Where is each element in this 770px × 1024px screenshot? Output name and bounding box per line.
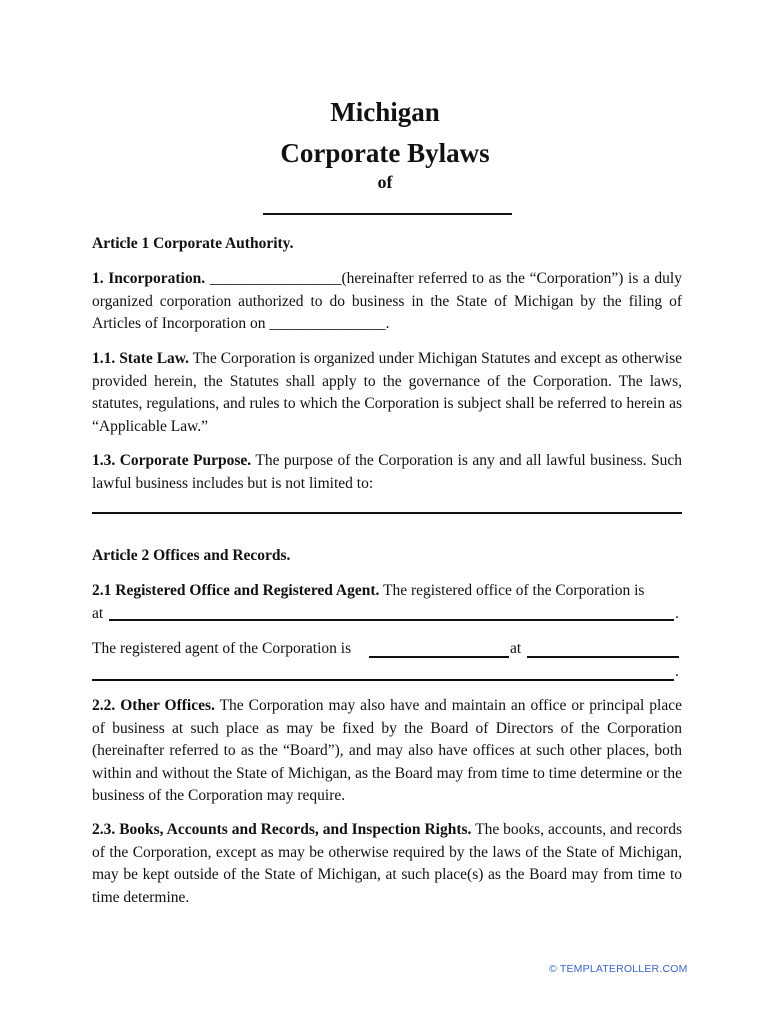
article-1-heading: Article 1 Corporate Authority. — [92, 235, 294, 252]
registered-agent-prefix: The registered agent of the Corporation is — [92, 640, 352, 657]
document-title-line1: Michigan — [330, 97, 440, 127]
section-2-2-other-offices — [92, 695, 682, 808]
article-2-heading: Article 2 Offices and Records. — [92, 547, 291, 564]
registered-office-period: . — [675, 605, 679, 622]
registered-agent-at: at — [510, 640, 522, 657]
registered-agent-address-blank-1 — [527, 656, 679, 658]
registered-office-at: at — [92, 605, 104, 622]
section-2-2-label: 2.2. Other Offices. — [92, 697, 215, 714]
title-of: of — [377, 172, 393, 192]
section-1-1-state-law — [92, 348, 682, 438]
section-2-1-label: 2.1 Registered Office and Registered Agent. — [92, 582, 380, 599]
section-2-1-text: The registered office of the Corporation is — [383, 582, 645, 599]
section-2-3-text: The books, accounts, and records of the Corporation, except as may be otherwise required by the laws of the State of Michigan, may be kept outside of the State of Michigan, at such place(s) as the Board may from time to time determine. — [92, 821, 682, 906]
corporation-name-blank — [263, 213, 512, 215]
templateroller-footer-link[interactable]: © TEMPLATEROLLER.COM — [549, 963, 688, 975]
section-1-3-label: 1.3. Corporate Purpose. — [92, 452, 252, 469]
purpose-blank-line — [92, 512, 682, 514]
section-2-3-books-records — [92, 819, 682, 909]
section-2-2-text: The Corporation may also have and maintain an office or principal place of business at such place as may be fixed by the Board of Directors of the Corporation (hereinafter referred to as the “Board”), and may also have offices at such other places, both within and without the State of Michigan, as the Board may from time to time determine or the business of the Corporation may require. — [92, 697, 682, 804]
section-1-3-corporate-purpose — [92, 450, 682, 495]
section-1-1-text: The Corporation is organized under Michigan Statutes and except as otherwise provided herein, the Statutes shall apply to the governance of the Corporation. The laws, statutes, regulations, and rules to which the Corporation is subject shall be referred to herein as “Applicable Law.” — [92, 350, 682, 435]
section-2-3-label: 2.3. Books, Accounts and Records, and Inspection Rights. — [92, 821, 472, 838]
section-1-text: _________________(hereinafter referred to as the “Corporation”) is a duly organized corporation authorized to do business in the State of Michigan by the filing of Articles of Incorporation on _______________. — [92, 270, 682, 332]
section-2-1-registered-office — [92, 580, 682, 603]
registered-office-address-blank — [109, 619, 674, 621]
registered-agent-address-blank-2 — [92, 679, 674, 681]
document-title-line2: Corporate Bylaws — [280, 138, 490, 168]
section-1-incorporation — [92, 268, 682, 336]
registered-agent-period: . — [675, 663, 679, 680]
section-1-1-label: 1.1. State Law. — [92, 350, 189, 367]
section-1-3-text: The purpose of the Corporation is any and all lawful business. Such lawful business includes but is not limited to: — [92, 452, 682, 492]
registered-agent-name-blank — [369, 656, 509, 658]
section-1-label: 1. Incorporation. — [92, 270, 206, 287]
